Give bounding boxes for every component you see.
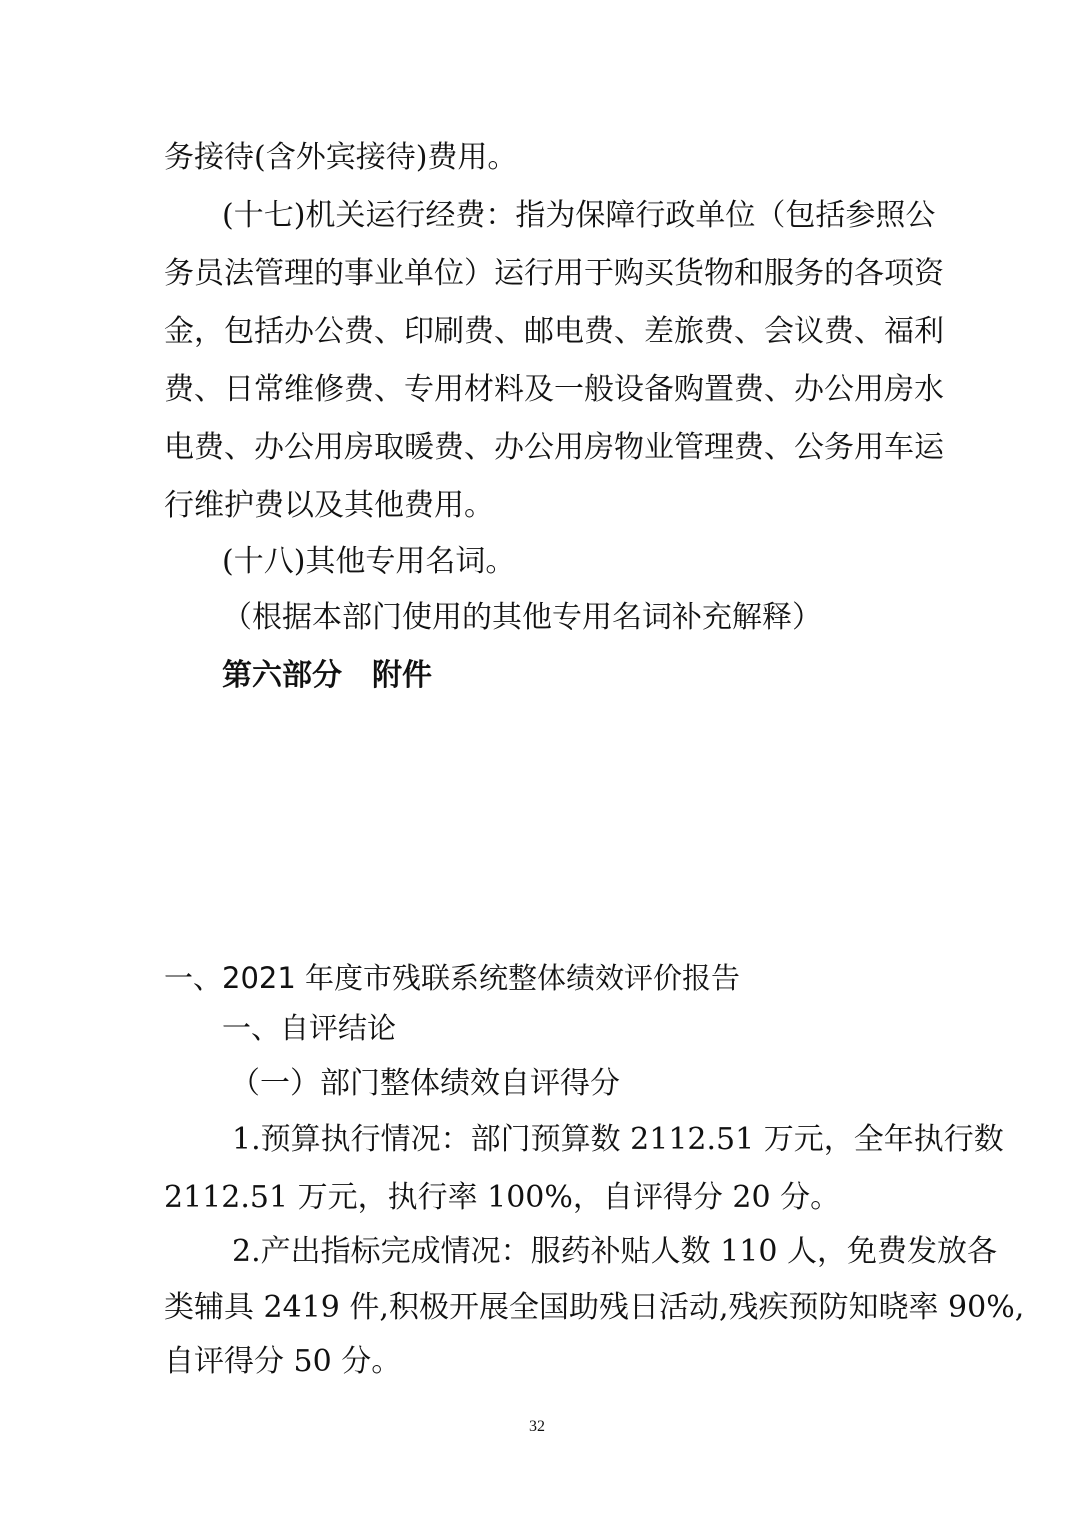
report-title: 一、2021 年度市残联系统整体绩效评价报告 bbox=[164, 961, 741, 995]
section-6-title: 第六部分 附件 bbox=[222, 658, 432, 693]
output-line: 2.产出指标完成情况：服药补贴人数 110 人，免费发放各 bbox=[232, 1234, 997, 1269]
budget-line: 2112.51 万元，执行率 100%，自评得分 20 分。 bbox=[164, 1180, 841, 1215]
output-line: 自评得分 50 分。 bbox=[164, 1344, 402, 1379]
budget-line: 1.预算执行情况：部门预算数 2112.51 万元，全年执行数 bbox=[232, 1122, 1004, 1157]
supplement-note: （根据本部门使用的其他专用名词补充解释） bbox=[222, 600, 822, 635]
item-17-line: (十七)机关运行经费：指为保障行政单位（包括参照公 bbox=[222, 198, 936, 233]
output-line: 类辅具 2419 件,积极开展全国助残日活动,残疾预防知晓率 90%, bbox=[164, 1290, 1025, 1325]
score-heading: （一）部门整体绩效自评得分 bbox=[230, 1066, 620, 1101]
item-17-line: 行维护费以及其他费用。 bbox=[164, 488, 494, 523]
item-17-line: 金，包括办公费、印刷费、邮电费、差旅费、会议费、福利 bbox=[164, 314, 944, 349]
item-17-line: 费、日常维修费、专用材料及一般设备购置费、办公用房水 bbox=[164, 372, 944, 407]
page-number: 32 bbox=[529, 1418, 545, 1435]
item-17-line: 电费、办公用房取暖费、办公用房物业管理费、公务用车运 bbox=[164, 430, 944, 465]
item-18: (十八)其他专用名词。 bbox=[222, 544, 516, 579]
report-subtitle: 一、自评结论 bbox=[222, 1011, 397, 1045]
paragraph-continuation: 务接待(含外宾接待)费用。 bbox=[164, 140, 518, 175]
item-17-line: 务员法管理的事业单位）运行用于购买货物和服务的各项资 bbox=[164, 256, 944, 291]
